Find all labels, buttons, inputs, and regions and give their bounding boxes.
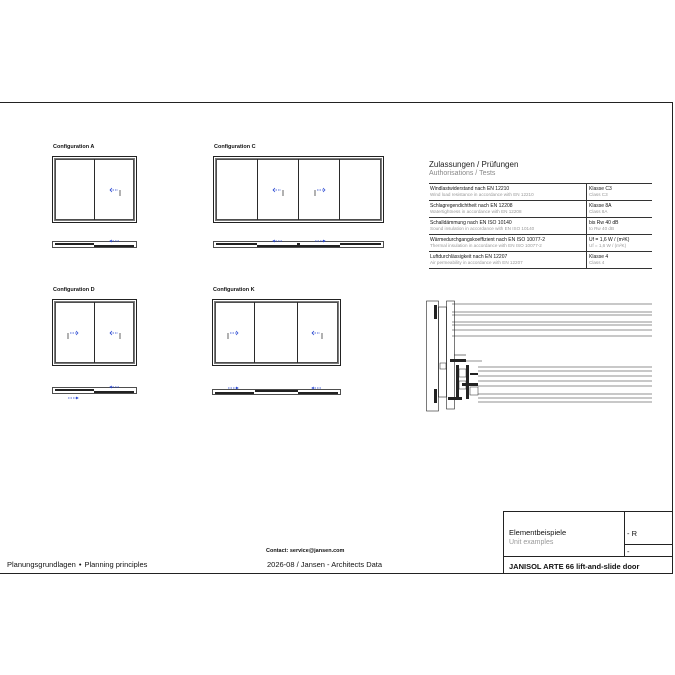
contact-line: Contact: service@jansen.com [266, 548, 345, 554]
approvals-section [429, 160, 652, 269]
approval-value-en: Class 4 [589, 260, 605, 265]
approval-test-en: Sound insulation in accordance with EN ISO 10140 [430, 226, 535, 231]
approval-value-en: Uf = 1,6 W / (m²K) [589, 243, 627, 248]
footer-edition: 2026-08 / Jansen - Architects Data [267, 560, 383, 569]
config-a-title: Configuration A [53, 144, 95, 150]
profile-section-detail [426, 299, 653, 412]
slide-arrow-left-icon [273, 188, 283, 196]
approval-row [429, 184, 652, 201]
footer-section [7, 560, 147, 569]
product-name: JANISOL ARTE 66 lift-and-slide door [509, 562, 640, 571]
title-block-divider [624, 512, 625, 556]
approval-test-en: Watertightness in accordance with EN 12208 [430, 209, 522, 214]
footer-section-de: Planungsgrundlagen [7, 560, 76, 569]
title-block-label-en: Unit examples [509, 539, 554, 546]
approvals-heading-de: Zulassungen / Prüfungen [429, 160, 519, 169]
approval-test-en: Air permeability in accordance with EN 12207 [430, 260, 523, 265]
approval-value-de: bis Rw 40 dB [589, 220, 619, 226]
approval-value-de: Uf = 1,6 W / (m²K) [589, 237, 630, 243]
title-block-revision: - R [627, 529, 637, 538]
approval-test-de: Wärmedurchgangskoeffizient nach EN ISO 10077-2 [430, 237, 545, 243]
config-c-title: Configuration C [214, 144, 256, 150]
approval-value-cell [587, 201, 653, 218]
approval-value-en: to Rw 40 dB [589, 226, 615, 231]
slide-arrow-left-icon [312, 331, 322, 339]
approval-row [429, 218, 652, 235]
approval-test-cell [429, 252, 587, 269]
approval-test-de: Luftdurchlässigkeit nach EN 12207 [430, 254, 508, 260]
config-k-elevation [212, 299, 342, 367]
approval-test-cell [429, 218, 587, 235]
title-block-rule [504, 556, 673, 557]
approval-value-cell [587, 252, 653, 269]
approval-value-de: Klasse 8A [589, 203, 612, 209]
approval-test-en: Wind load resistance in accordance with EN 12210 [430, 192, 534, 197]
config-a-elevation [52, 156, 138, 224]
slide-arrow-left-icon [110, 331, 120, 339]
approvals-heading-en: Authorisations / Tests [429, 170, 496, 177]
config-d-elevation [52, 299, 138, 367]
config-k-title: Configuration K [213, 287, 255, 293]
slide-arrow-icon [110, 188, 120, 196]
approval-value-en: Class 8A [589, 209, 608, 214]
config-c-elevation [213, 156, 385, 224]
config-c-plan [213, 240, 385, 250]
approval-value-de: Klasse 4 [589, 254, 609, 260]
approval-value-cell [587, 218, 653, 235]
approval-row [429, 201, 652, 218]
approval-value-de: Klasse C3 [589, 186, 612, 192]
slide-arrow-right-icon [315, 188, 325, 196]
approval-test-en: Thermal insulation in accordance with EN ISO 10077-2 [430, 243, 542, 248]
footer-section-en: Planning principles [84, 560, 148, 569]
approval-value-cell [587, 184, 653, 201]
approval-row [429, 252, 652, 269]
title-block-revision: - [627, 547, 630, 556]
approval-value-en: Class C3 [589, 192, 608, 197]
config-a-plan [52, 240, 138, 250]
title-block-label-de: Elementbeispiele [509, 528, 567, 537]
slide-arrow-right-icon [228, 331, 238, 339]
approval-row [429, 235, 652, 252]
title-block-rule [624, 544, 673, 545]
config-k-plan [212, 387, 342, 397]
approval-test-cell [429, 235, 587, 252]
slide-arrow-right-icon [68, 331, 78, 339]
approval-test-cell [429, 201, 587, 218]
approvals-table [429, 183, 652, 269]
approval-test-de: Schalldämmung nach EN ISO 10140 [430, 220, 512, 226]
approval-test-de: Windlastwiderstand nach EN 12210 [430, 186, 510, 192]
approval-value-cell [587, 235, 653, 252]
approval-test-cell [429, 184, 587, 201]
config-d-title: Configuration D [53, 287, 95, 293]
title-block [503, 511, 673, 574]
bullet-icon: • [78, 560, 82, 569]
config-d-plan [52, 387, 138, 401]
approval-test-de: Schlagregendichtheit nach EN 12208 [430, 203, 513, 209]
